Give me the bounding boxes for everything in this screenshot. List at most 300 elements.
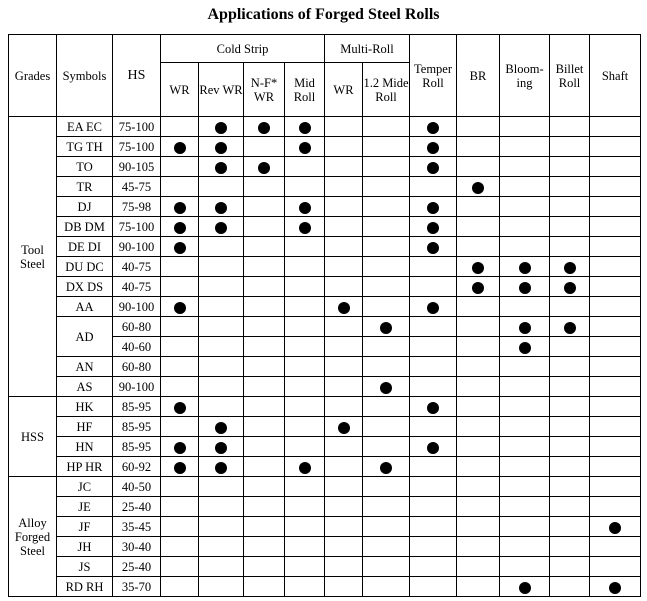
hs-cell: 90-100 [113,297,161,317]
application-dot [427,142,439,154]
application-cell-blooming [500,177,550,197]
header-multi-roll: Multi-Roll [325,35,410,63]
applications-table [8,34,641,597]
application-cell-cs-mid-roll [285,257,325,277]
application-cell-br [457,277,500,297]
application-cell-cs-rev-wr [199,337,244,357]
symbol-cell: JS [57,557,113,577]
application-cell-blooming [500,157,550,177]
symbol-cell: HP HR [57,457,113,477]
application-cell-shaft [590,437,641,457]
symbol-cell: HK [57,397,113,417]
application-cell-cs-wr [161,317,199,337]
application-cell-shaft [590,117,641,137]
header-multi-roll-wr: WR [325,63,363,117]
application-dot [215,462,227,474]
application-cell-cs-wr [161,297,199,317]
application-dot [299,222,311,234]
application-cell-temper-roll [410,157,457,177]
application-cell-blooming [500,237,550,257]
table-row [9,157,641,177]
application-cell-billet-roll [550,497,590,517]
application-cell-cs-wr [161,497,199,517]
application-cell-blooming [500,517,550,537]
application-cell-billet-roll [550,157,590,177]
application-cell-cs-wr [161,357,199,377]
application-cell-cs-mid-roll [285,437,325,457]
application-cell-mr-12-mide-roll [363,377,410,397]
symbol-cell: TR [57,177,113,197]
application-cell-temper-roll [410,377,457,397]
application-cell-billet-roll [550,137,590,157]
application-dot [519,282,531,294]
application-cell-br [457,237,500,257]
application-cell-br [457,137,500,157]
application-cell-mr-wr [325,497,363,517]
application-cell-cs-mid-roll [285,517,325,537]
application-cell-cs-nf-wr [244,397,285,417]
application-cell-mr-12-mide-roll [363,577,410,597]
application-cell-blooming [500,477,550,497]
application-cell-blooming [500,557,550,577]
application-cell-temper-roll [410,577,457,597]
application-cell-cs-wr [161,457,199,477]
application-cell-blooming [500,217,550,237]
application-cell-cs-mid-roll [285,277,325,297]
application-cell-br [457,537,500,557]
application-cell-mr-12-mide-roll [363,437,410,457]
application-cell-br [457,317,500,337]
application-dot [258,162,270,174]
application-cell-cs-wr [161,577,199,597]
application-cell-cs-wr [161,517,199,537]
application-cell-mr-wr [325,357,363,377]
application-cell-mr-wr [325,237,363,257]
application-dot [174,402,186,414]
application-cell-br [457,497,500,517]
application-cell-temper-roll [410,217,457,237]
application-cell-cs-rev-wr [199,497,244,517]
application-cell-br [457,377,500,397]
application-cell-billet-roll [550,397,590,417]
application-cell-temper-roll [410,137,457,157]
header-br: BR [457,35,500,117]
application-cell-mr-12-mide-roll [363,317,410,337]
application-cell-cs-mid-roll [285,377,325,397]
symbol-cell: JH [57,537,113,557]
application-cell-billet-roll [550,337,590,357]
symbol-cell: HF [57,417,113,437]
hs-cell: 75-98 [113,197,161,217]
application-dot [215,162,227,174]
application-cell-mr-wr [325,217,363,237]
application-dot [258,122,270,134]
grade-cell: Alloy Forged Steel [9,477,57,597]
application-cell-br [457,517,500,537]
application-cell-cs-mid-roll [285,357,325,377]
table-row [9,197,641,217]
application-cell-blooming [500,317,550,337]
application-cell-temper-roll [410,437,457,457]
application-cell-cs-nf-wr [244,477,285,497]
table-row [9,577,641,597]
application-dot [215,222,227,234]
table-row [9,117,641,137]
symbol-cell: DE DI [57,237,113,257]
header-temper-roll: Temper Roll [410,35,457,117]
application-cell-shaft [590,337,641,357]
application-cell-cs-rev-wr [199,557,244,577]
application-cell-cs-nf-wr [244,317,285,337]
application-cell-billet-roll [550,297,590,317]
application-cell-mr-wr [325,377,363,397]
application-cell-cs-rev-wr [199,477,244,497]
application-cell-mr-12-mide-roll [363,517,410,537]
application-cell-cs-rev-wr [199,257,244,277]
table-row [9,397,641,417]
application-cell-mr-12-mide-roll [363,417,410,437]
application-dot [427,402,439,414]
application-cell-cs-mid-roll [285,457,325,477]
application-cell-cs-wr [161,437,199,457]
application-dot [380,382,392,394]
application-cell-cs-mid-roll [285,477,325,497]
hs-cell: 30-40 [113,537,161,557]
symbol-cell: TO [57,157,113,177]
application-dot [519,322,531,334]
application-cell-mr-wr [325,417,363,437]
header-cold-strip: Cold Strip [161,35,325,63]
table-row [9,497,641,517]
application-cell-blooming [500,137,550,157]
grade-cell: HSS [9,397,57,477]
symbol-cell: TG TH [57,137,113,157]
application-cell-mr-wr [325,317,363,337]
application-dot [609,582,621,594]
application-cell-br [457,397,500,417]
application-cell-mr-12-mide-roll [363,177,410,197]
application-dot [519,262,531,274]
application-cell-cs-nf-wr [244,157,285,177]
application-cell-billet-roll [550,257,590,277]
hs-cell: 90-105 [113,157,161,177]
application-cell-cs-wr [161,537,199,557]
application-cell-temper-roll [410,177,457,197]
application-dot [564,262,576,274]
application-cell-mr-12-mide-roll [363,557,410,577]
application-cell-blooming [500,437,550,457]
application-dot [609,522,621,534]
application-cell-cs-mid-roll [285,537,325,557]
hs-cell: 75-100 [113,117,161,137]
symbol-cell: HN [57,437,113,457]
application-cell-cs-nf-wr [244,237,285,257]
table-row [9,457,641,477]
application-dot [427,202,439,214]
application-dot [427,122,439,134]
hs-cell: 60-80 [113,357,161,377]
hs-cell: 85-95 [113,437,161,457]
application-cell-temper-roll [410,357,457,377]
application-cell-mr-12-mide-roll [363,297,410,317]
application-cell-shaft [590,217,641,237]
application-cell-shaft [590,477,641,497]
application-cell-shaft [590,457,641,477]
application-cell-cs-mid-roll [285,317,325,337]
application-cell-blooming [500,297,550,317]
application-cell-cs-mid-roll [285,417,325,437]
hs-cell: 40-60 [113,337,161,357]
application-cell-blooming [500,537,550,557]
hs-cell: 40-50 [113,477,161,497]
application-cell-mr-wr [325,197,363,217]
table-row [9,277,641,297]
application-cell-mr-wr [325,277,363,297]
symbol-cell: AS [57,377,113,397]
application-cell-cs-rev-wr [199,377,244,397]
hs-cell: 85-95 [113,417,161,437]
application-cell-br [457,337,500,357]
application-dot [427,222,439,234]
application-cell-cs-wr [161,117,199,137]
grade-cell: Tool Steel [9,117,57,397]
application-cell-cs-mid-roll [285,217,325,237]
application-cell-mr-wr [325,557,363,577]
application-cell-br [457,457,500,477]
application-cell-cs-mid-roll [285,177,325,197]
application-dot [174,202,186,214]
application-cell-mr-12-mide-roll [363,217,410,237]
application-dot [564,282,576,294]
application-cell-cs-mid-roll [285,197,325,217]
header-shaft: Shaft [590,35,641,117]
hs-cell: 90-100 [113,377,161,397]
application-cell-blooming [500,457,550,477]
application-cell-temper-roll [410,497,457,517]
application-cell-temper-roll [410,337,457,357]
application-cell-cs-mid-roll [285,497,325,517]
application-cell-cs-rev-wr [199,517,244,537]
application-cell-cs-nf-wr [244,137,285,157]
application-cell-temper-roll [410,117,457,137]
application-cell-billet-roll [550,577,590,597]
header-nf-wr: N-F* WR [244,63,285,117]
hs-cell: 40-75 [113,277,161,297]
application-dot [564,322,576,334]
application-cell-cs-rev-wr [199,317,244,337]
application-cell-mr-12-mide-roll [363,117,410,137]
application-cell-shaft [590,317,641,337]
application-cell-cs-nf-wr [244,297,285,317]
application-dot [299,122,311,134]
application-cell-mr-wr [325,437,363,457]
hs-cell: 25-40 [113,497,161,517]
application-cell-cs-rev-wr [199,197,244,217]
application-cell-cs-nf-wr [244,177,285,197]
application-cell-billet-roll [550,277,590,297]
application-cell-billet-roll [550,377,590,397]
application-cell-mr-12-mide-roll [363,257,410,277]
application-cell-cs-rev-wr [199,217,244,237]
application-cell-shaft [590,277,641,297]
application-cell-billet-roll [550,177,590,197]
application-cell-cs-mid-roll [285,557,325,577]
application-cell-temper-roll [410,277,457,297]
application-cell-billet-roll [550,237,590,257]
header-mide-roll: 1.2 Mide Roll [363,63,410,117]
application-cell-br [457,117,500,137]
application-cell-billet-roll [550,517,590,537]
application-dot [174,442,186,454]
application-cell-mr-12-mide-roll [363,397,410,417]
symbol-cell: DJ [57,197,113,217]
application-cell-mr-wr [325,577,363,597]
application-cell-mr-wr [325,517,363,537]
application-cell-cs-nf-wr [244,557,285,577]
application-cell-mr-12-mide-roll [363,497,410,517]
hs-cell: 85-95 [113,397,161,417]
application-cell-cs-mid-roll [285,117,325,137]
hs-cell: 35-45 [113,517,161,537]
table-row [9,537,641,557]
application-cell-cs-wr [161,137,199,157]
application-dot [215,202,227,214]
application-cell-mr-12-mide-roll [363,357,410,377]
application-cell-shaft [590,357,641,377]
application-cell-blooming [500,117,550,137]
application-cell-mr-12-mide-roll [363,197,410,217]
application-cell-mr-wr [325,297,363,317]
application-cell-mr-12-mide-roll [363,157,410,177]
application-cell-cs-nf-wr [244,417,285,437]
application-cell-cs-wr [161,557,199,577]
application-dot [174,302,186,314]
application-cell-cs-nf-wr [244,117,285,137]
application-cell-shaft [590,297,641,317]
application-cell-cs-mid-roll [285,337,325,357]
application-dot [299,462,311,474]
header-grades: Grades [9,35,57,117]
application-cell-cs-mid-roll [285,157,325,177]
header-blooming: Bloom-ing [500,35,550,117]
application-cell-temper-roll [410,317,457,337]
symbol-cell: DX DS [57,277,113,297]
application-dot [338,302,350,314]
application-dot [472,182,484,194]
application-cell-cs-rev-wr [199,277,244,297]
header-billet-roll: Billet Roll [550,35,590,117]
application-cell-billet-roll [550,477,590,497]
application-cell-mr-wr [325,257,363,277]
application-cell-mr-wr [325,537,363,557]
application-cell-cs-wr [161,277,199,297]
application-cell-shaft [590,377,641,397]
application-dot [215,122,227,134]
application-cell-cs-nf-wr [244,197,285,217]
application-dot [174,142,186,154]
application-cell-blooming [500,197,550,217]
application-cell-shaft [590,417,641,437]
application-cell-temper-roll [410,257,457,277]
application-cell-cs-rev-wr [199,417,244,437]
table-row [9,177,641,197]
application-cell-billet-roll [550,557,590,577]
table-row [9,297,641,317]
application-cell-mr-12-mide-roll [363,277,410,297]
application-cell-br [457,197,500,217]
application-cell-br [457,477,500,497]
header-mid-roll: Mid Roll [285,63,325,117]
application-cell-mr-wr [325,137,363,157]
application-cell-temper-roll [410,557,457,577]
application-cell-br [457,557,500,577]
application-dot [215,142,227,154]
application-cell-blooming [500,577,550,597]
application-cell-cs-nf-wr [244,217,285,237]
application-dot [472,262,484,274]
application-cell-billet-roll [550,537,590,557]
application-cell-br [457,577,500,597]
application-cell-cs-wr [161,477,199,497]
application-cell-mr-wr [325,477,363,497]
hs-cell: 25-40 [113,557,161,577]
table-title: Applications of Forged Steel Rolls [207,6,440,23]
hs-cell: 35-70 [113,577,161,597]
table-row [9,137,641,157]
application-cell-cs-wr [161,237,199,257]
application-cell-billet-roll [550,437,590,457]
application-cell-cs-wr [161,197,199,217]
application-cell-cs-wr [161,257,199,277]
application-cell-blooming [500,497,550,517]
symbol-cell: AN [57,357,113,377]
application-cell-blooming [500,257,550,277]
application-cell-mr-wr [325,337,363,357]
application-cell-br [457,217,500,237]
application-cell-shaft [590,197,641,217]
symbol-cell: EA EC [57,117,113,137]
application-cell-temper-roll [410,297,457,317]
application-dot [427,162,439,174]
application-cell-shaft [590,557,641,577]
application-cell-cs-wr [161,337,199,357]
application-cell-cs-rev-wr [199,297,244,317]
application-dot [215,422,227,434]
application-dot [380,462,392,474]
symbol-cell: RD RH [57,577,113,597]
application-cell-br [457,157,500,177]
table-row [9,217,641,237]
application-cell-billet-roll [550,417,590,437]
application-cell-br [457,177,500,197]
application-cell-shaft [590,397,641,417]
application-dot [472,282,484,294]
application-cell-cs-mid-roll [285,297,325,317]
header-cold-strip-wr: WR [161,63,199,117]
application-cell-billet-roll [550,217,590,237]
application-cell-mr-wr [325,117,363,137]
application-cell-billet-roll [550,317,590,337]
table-row [9,517,641,537]
application-cell-cs-rev-wr [199,577,244,597]
hs-cell: 75-100 [113,217,161,237]
application-cell-cs-wr [161,417,199,437]
table-row [9,257,641,277]
application-cell-billet-roll [550,457,590,477]
hs-cell: 75-100 [113,137,161,157]
application-dot [380,322,392,334]
table-row [9,557,641,577]
